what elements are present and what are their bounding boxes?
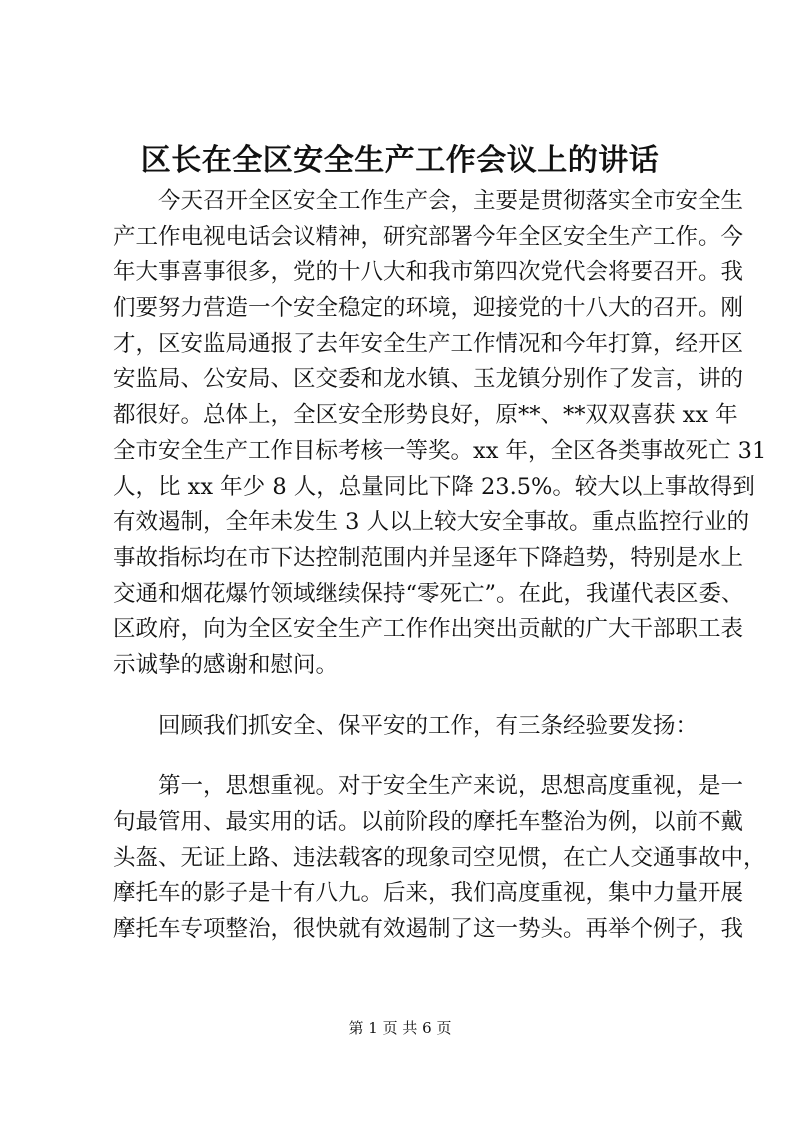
body-line: 有效遏制，全年未发生 3 人以上较大安全事故。重点监控行业的 [113,509,750,536]
document-body [113,184,767,948]
page-footer: 第 1 页 共 6 页 [348,1019,452,1037]
body-line: 全市安全生产工作目标考核一等奖。xx 年，全区各类事故死亡 31 [113,437,767,464]
paragraph-gap [113,684,713,709]
body-line: 第一，思想重视。对于安全生产来说，思想高度重视，是一 [113,773,744,800]
body-line: 句最管用、最实用的话。以前阶段的摩托车整治为例，以前不戴 [113,809,744,835]
body-line: 才，区安监局通报了去年安全生产工作情况和今年打算，经开区 [113,330,744,357]
body-line: 交通和烟花爆竹领域继续保持“零死亡”。在此，我谨代表区委、 [113,580,744,607]
body-line: 区政府，向为全区安全生产工作作出突出贡献的广大干部职工表 [113,616,744,643]
body-line: 摩托车的影子是十有八九。后来，我们高度重视，集中力量开展 [113,880,744,907]
body-line: 示诚挚的感谢和慰问。 [113,651,339,678]
body-line: 们要努力营造一个安全稳定的环境，迎接党的十八大的召开。刚 [113,295,744,322]
body-line: 人，比 xx 年少 8 人，总量同比下降 23.5%。较大以上事故得到 [113,473,755,500]
body-line: 都很好。总体上，全区安全形势良好，原**、**双双喜获 xx 年 [113,402,738,429]
body-line: 年大事喜事很多，党的十八大和我市第四次党代会将要召开。我 [113,259,744,286]
paragraph-gap [113,744,713,769]
body-line: 安监局、公安局、区交委和龙水镇、玉龙镇分别作了发言，讲的 [113,366,744,393]
body-line: 头盔、无证上路、违法载客的现象司空见惯，在亡人交通事故中， [113,844,766,871]
document-title: 区长在全区安全生产工作会议上的讲话 [140,143,660,178]
body-line: 今天召开全区安全工作生产会，主要是贯彻落实全市安全生 [113,188,744,214]
body-line: 回顾我们抓安全、保平安的工作，有三条经验要发扬： [113,712,699,739]
body-line: 事故指标均在市下达控制范围内并呈逐年下降趋势，特别是水上 [113,544,744,571]
body-line: 摩托车专项整治，很快就有效遏制了这一势头。再举个例子，我 [113,916,744,943]
body-line: 产工作电视电话会议精神，研究部署今年全区安全生产工作。今 [113,223,744,250]
